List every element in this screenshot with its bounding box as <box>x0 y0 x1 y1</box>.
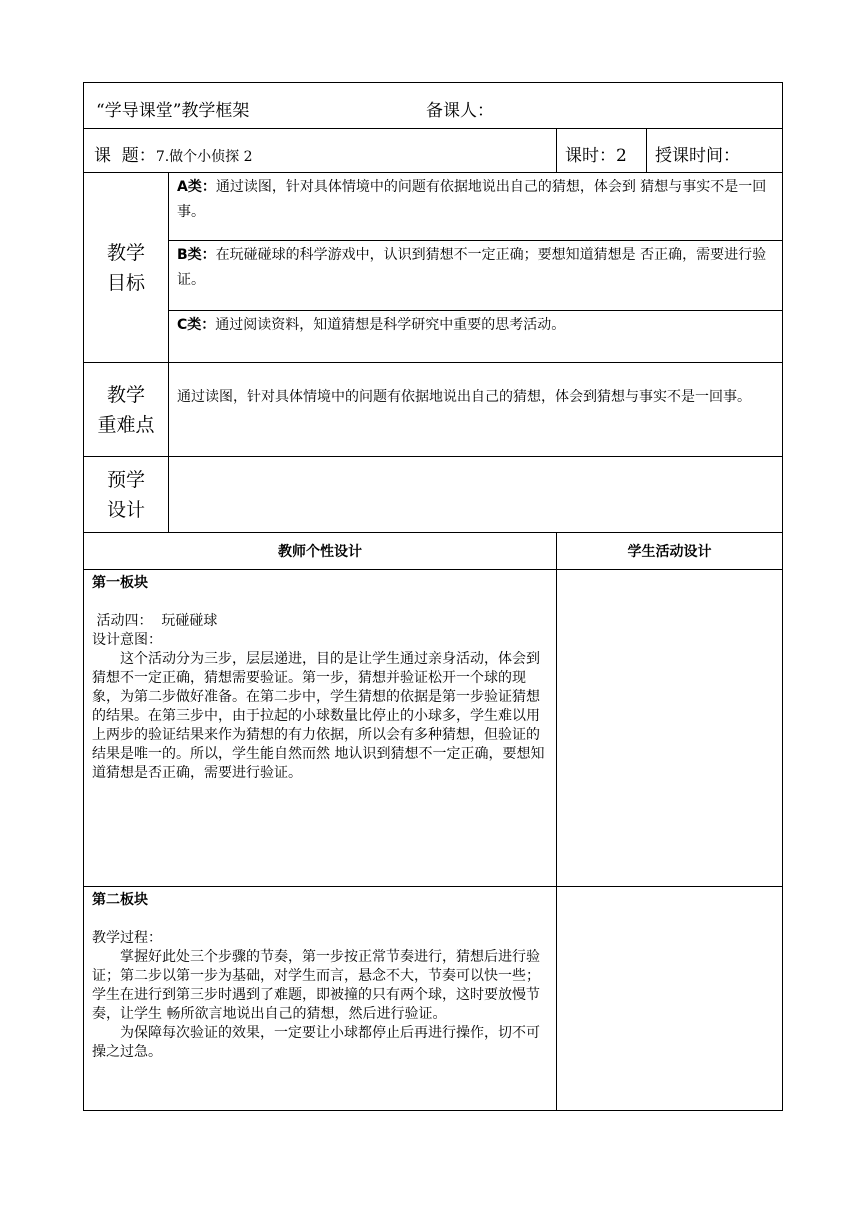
goal-a-tag: A类： <box>177 179 216 195</box>
block-two-title: 第二板块 <box>92 892 148 908</box>
teaching-process-label: 教学过程： <box>92 930 162 946</box>
goal-b <box>169 240 782 310</box>
lesson-count <box>565 141 627 166</box>
goals-label-text: 教学 目标 <box>106 241 145 294</box>
teaching-process-paragraph-1: 掌握好此处三个步骤的节奏，第一步按正常节奏进行，猜想后进行验证；第二步以第一步为基础，对学生而言，悬念不大，节奏可以快一些；学生在进行到第三步时遇到了难题，即被撞的只有两个球，这时要放慢节奏，让学生 畅所欲言地说出自己的猜想，然后进行验证。 <box>92 949 540 1022</box>
goals-row <box>83 172 783 362</box>
block-one-teacher <box>84 570 556 886</box>
block-two-row <box>83 886 783 1111</box>
teaching-process-paragraph-2: 为保障每次验证的效果，一定要让小球都停止后再进行操作，切不可操之过急。 <box>92 1025 540 1060</box>
prestudy-content <box>168 457 782 532</box>
lesson-plan-table <box>83 82 783 1111</box>
teaching-time-label: 授课时间： <box>655 146 740 166</box>
block-one-row <box>83 569 783 886</box>
block-two-student <box>556 887 782 1110</box>
column-header-row <box>83 532 783 569</box>
prepared-by-label: 备课人： <box>426 101 494 121</box>
goal-b-tag: B类： <box>177 247 216 263</box>
teacher-design-heading: 教师个性设计 <box>278 544 362 560</box>
student-activity-heading: 学生活动设计 <box>556 533 782 569</box>
goal-c-text: 通过阅读资料，知道猜想是科学研究中重要的思考活动。 <box>215 317 566 333</box>
activity-line: 活动四： 玩碰碰球 <box>92 613 218 629</box>
document-title: “学导课堂”教学框架 <box>96 101 250 121</box>
design-intent-text: 这个活动分为三步，层层递进，目的是让学生通过亲身活动，体会到猜想不一定正确，猜想需要验证。第一步，猜想并验证松开一个球的现象，为第二步做好准备。在第二步中，学生猜想的依据是第一步验证猜想的结果。在第三步中，由于拉起的小球数量比停止的小球多，学生难以用上两步的验证结果来作为猜想的有力依据，所以会有多种猜想，但验证的结果是唯一的。所以，学生能自然而然 地认识到猜想不一定正确，要想知道猜想是否正确，需要进行验证。 <box>92 651 545 781</box>
lesson-count-cell <box>556 129 646 172</box>
topic-row <box>83 128 783 172</box>
goals-content <box>168 173 782 362</box>
header-row <box>83 82 783 128</box>
block-two-teacher <box>84 887 556 1110</box>
goals-label <box>84 173 168 362</box>
design-intent-label: 设计意图： <box>92 632 162 648</box>
topic-label: 课 题： <box>94 146 156 166</box>
goal-b-text: 在玩碰碰球的科学游戏中，认识到猜想不一定正确；要想知道猜想是 否正确，需要进行验证。 <box>177 247 767 288</box>
prestudy-label-text: 预学 设计 <box>106 468 145 521</box>
block-one-title: 第一板块 <box>92 575 148 591</box>
goal-c-tag: C类： <box>177 317 216 333</box>
difficulty-content <box>168 363 782 456</box>
difficulty-text: 通过读图，针对具体情境中的问题有依据地说出自己的猜想，体会到猜想与事实不是一回事。 <box>177 389 751 405</box>
goal-c <box>169 310 782 363</box>
block-one-student <box>556 570 782 886</box>
topic-value: 7.做个小侦探 2 <box>155 149 253 165</box>
goal-a-text: 通过读图，针对具体情境中的问题有依据地说出自己的猜想，体会到 猜想与事实不是一回事。 <box>177 179 767 220</box>
lesson-count-value: 2 <box>616 146 627 166</box>
lesson-count-label: 课时： <box>565 146 616 166</box>
prestudy-label <box>84 457 168 532</box>
difficulty-label-text: 教学 重难点 <box>97 383 155 436</box>
topic-field <box>94 141 253 166</box>
difficulty-label <box>84 363 168 456</box>
teaching-time-cell <box>646 129 782 172</box>
goal-a <box>169 173 782 240</box>
prestudy-row <box>83 456 783 532</box>
difficulty-row <box>83 362 783 456</box>
